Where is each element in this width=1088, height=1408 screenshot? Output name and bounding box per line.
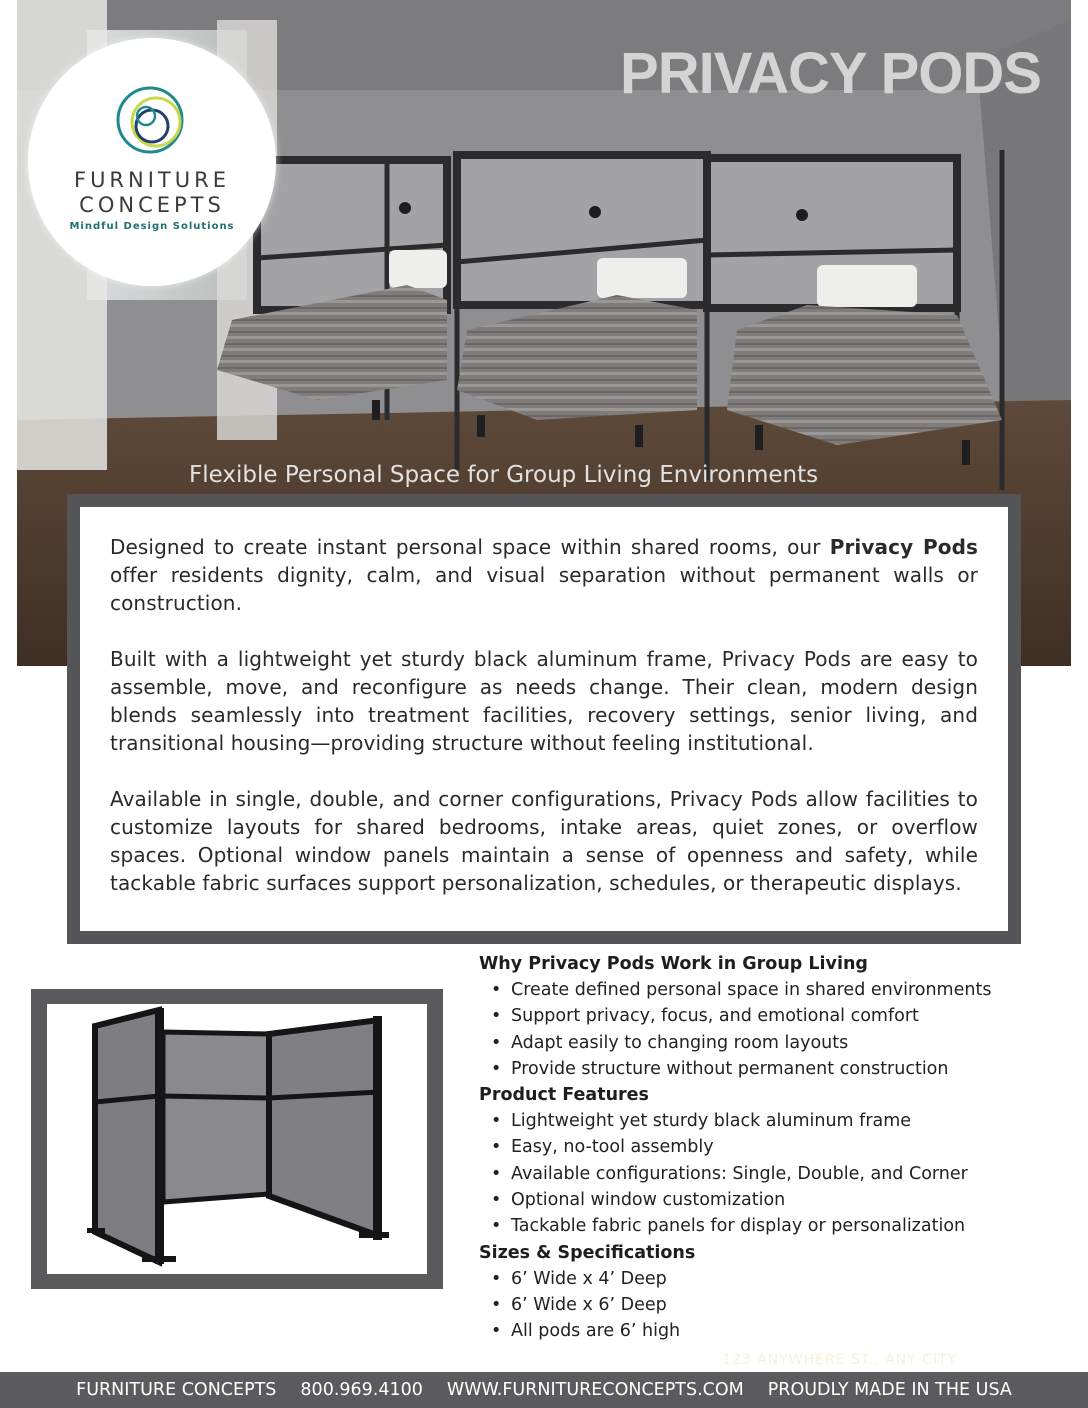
- hero-subtitle: Flexible Personal Space for Group Living Environments: [189, 462, 819, 488]
- list-item: • Create defined personal space in shared environments: [511, 977, 1059, 1003]
- list-item: • Lightweight yet sturdy black aluminum frame: [511, 1108, 1059, 1134]
- list-item: • Adapt easily to changing room layouts: [511, 1030, 1059, 1056]
- sizes-list: [479, 1266, 1059, 1345]
- privacy-pod-illustration: [47, 1004, 427, 1274]
- description-box: [67, 494, 1021, 944]
- logo-tagline: Mindful Design Solutions: [69, 221, 235, 232]
- company-logo: [28, 38, 276, 286]
- product-name-emphasis: Privacy Pods: [829, 535, 978, 559]
- logo-rings-icon: [108, 82, 198, 172]
- footer-bar: [0, 1372, 1088, 1408]
- description-paragraph-3: Available in single, double, and corner configurations, Privacy Pods allow facilities to customize layouts for shared bedrooms, intake areas, quiet zones, or overflow spaces. Optional window panels maintain a sense of openness and safety, while tackable fabric surfaces support personalization, schedules, or therapeutic displays.: [110, 787, 978, 895]
- footer-company: FURNITURE CONCEPTS: [76, 1380, 277, 1400]
- list-item: • Provide structure without permanent construction: [511, 1056, 1059, 1082]
- why-heading: Why Privacy Pods Work in Group Living: [479, 954, 868, 974]
- sizes-heading: Sizes & Specifications: [479, 1242, 696, 1263]
- features-column: [479, 951, 1059, 1345]
- list-item: • All pods are 6’ high: [511, 1318, 1059, 1344]
- faint-address: 123 ANYWHERE ST., ANY CITY: [722, 1352, 958, 1368]
- list-item: • Support privacy, focus, and emotional comfort: [511, 1003, 1059, 1029]
- list-item: • 6’ Wide x 6’ Deep: [511, 1292, 1059, 1318]
- logo-word-furniture: FURNITURE: [73, 168, 230, 192]
- description-paragraph-1: Designed to create instant personal space within shared rooms, our Privacy Pods offer residents dignity, calm, and visual separation without permanent walls or construction.: [110, 535, 978, 615]
- list-item: • Easy, no-tool assembly: [511, 1134, 1059, 1160]
- features-list: [479, 1108, 1059, 1239]
- why-list: [479, 977, 1059, 1082]
- product-image-frame: [31, 989, 443, 1289]
- product-image: [47, 1004, 427, 1274]
- list-item: • Optional window customization: [511, 1187, 1059, 1213]
- description-paragraph-2: Built with a lightweight yet sturdy black aluminum frame, Privacy Pods are easy to assemble, move, and reconfigure as needs change. Their clean, modern design blends seamlessly into treatment facilities, recovery settings, senior living, and transitional housing—providing structure without feeling institutional.: [110, 647, 978, 755]
- page-title: PRIVACY PODS: [620, 41, 1041, 106]
- footer-phone[interactable]: 800.969.4100: [300, 1380, 423, 1400]
- logo-word-concepts: CONCEPTS: [79, 193, 225, 217]
- features-heading: Product Features: [479, 1085, 649, 1106]
- list-item: • Tackable fabric panels for display or personalization: [511, 1213, 1059, 1239]
- description-content: [80, 507, 1008, 931]
- footer-tagline: PROUDLY MADE IN THE USA: [767, 1380, 1012, 1400]
- footer-website-link[interactable]: WWW.FURNITURECONCEPTS.COM: [446, 1380, 744, 1400]
- list-item: • 6’ Wide x 4’ Deep: [511, 1266, 1059, 1292]
- list-item: • Available configurations: Single, Double, and Corner: [511, 1161, 1059, 1187]
